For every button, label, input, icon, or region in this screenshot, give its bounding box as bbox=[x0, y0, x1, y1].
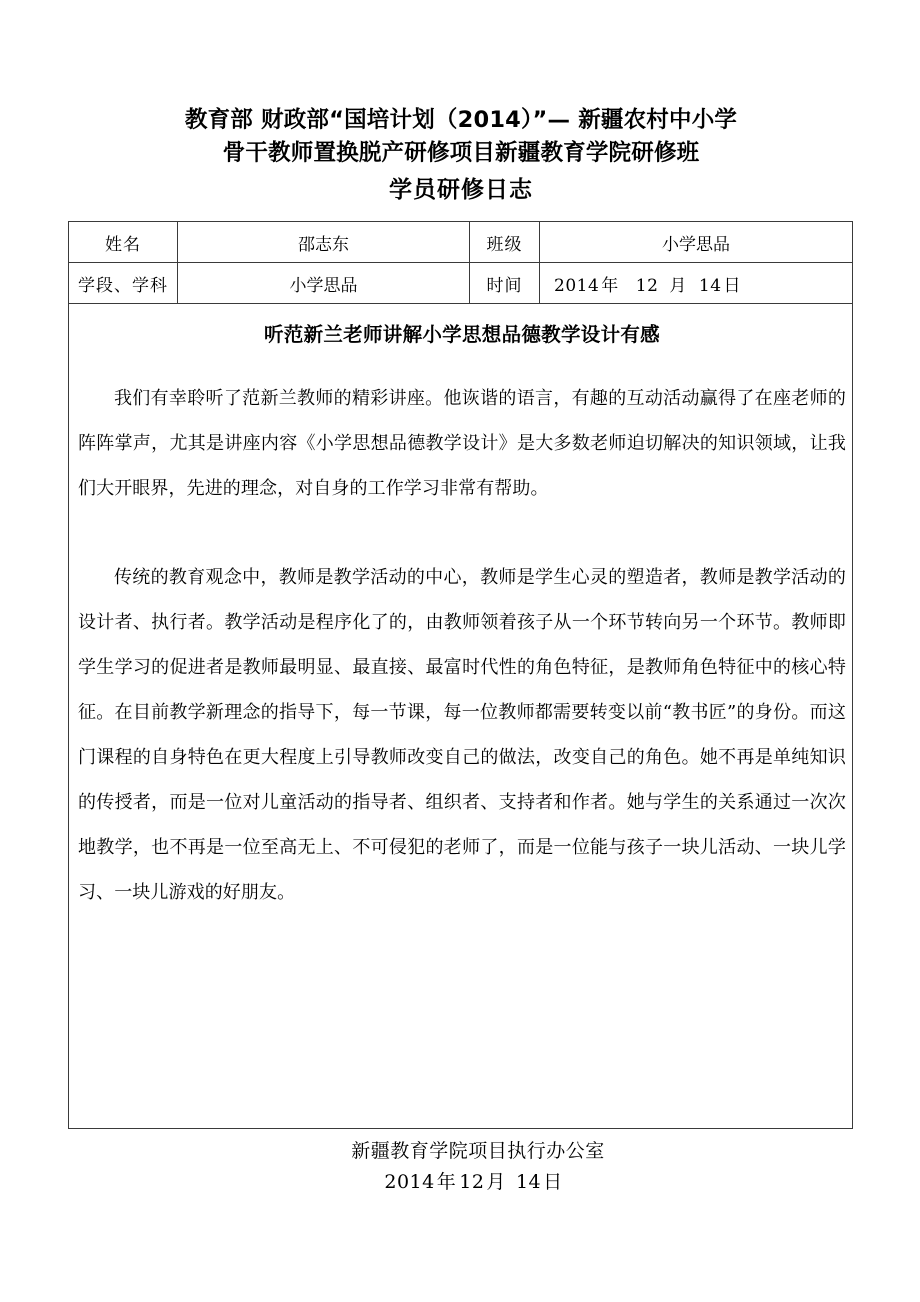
value-date[interactable] bbox=[540, 263, 853, 304]
footer-organization: 新疆教育学院项目执行办公室 bbox=[351, 1140, 605, 1162]
date-month-unit: 月 bbox=[669, 275, 687, 296]
value-stage-subject[interactable]: 小学思品 bbox=[178, 263, 470, 304]
value-name[interactable]: 邵志东 bbox=[178, 222, 470, 263]
footer-date-day-unit: 日 bbox=[543, 1171, 563, 1193]
date-month: 12 bbox=[635, 275, 659, 296]
entry-paragraph: 我们有幸聆听了范新兰教师的精彩讲座。他诙谐的语言，有趣的互动活动赢得了在座老师的阵阵掌声，尤其是讲座内容《小学思想品德教学设计》是大多数老师迫切解决的知识领域，让我们大开眼界，先进的理念，对自身的工作学习非常有帮助。 bbox=[78, 388, 846, 499]
document-title-line-2: 骨干教师置换脱产研修项目新疆教育学院研修班 bbox=[222, 140, 700, 166]
document-header bbox=[68, 104, 854, 208]
document-subtitle: 学员研修日志 bbox=[389, 177, 533, 203]
table-row-content bbox=[69, 304, 853, 1129]
document-footer bbox=[68, 1136, 852, 1198]
table-row-subject-date bbox=[69, 263, 853, 304]
footer-date-day: 14 bbox=[515, 1171, 542, 1193]
date-day-unit: 日 bbox=[723, 275, 742, 296]
content-inner bbox=[69, 304, 852, 1128]
document-title-line-1: 教育部 财政部“国培计划（2014）”— 新疆农村中小学 bbox=[184, 107, 738, 133]
footer-date-month: 12 bbox=[459, 1171, 485, 1193]
date-year-unit: 年 bbox=[601, 275, 619, 296]
date-day: 14 bbox=[698, 275, 722, 296]
table-row-name-class bbox=[69, 222, 853, 263]
value-class[interactable]: 小学思品 bbox=[540, 222, 853, 263]
journal-table bbox=[68, 221, 853, 1129]
entry-body[interactable] bbox=[78, 376, 846, 915]
label-stage-subject: 学段、学科 bbox=[69, 263, 178, 304]
entry-title: 听范新兰老师讲解小学思想品德教学设计有感 bbox=[263, 323, 660, 346]
date-year: 2014 bbox=[554, 275, 600, 296]
footer-date-month-unit: 月 bbox=[486, 1171, 506, 1193]
footer-date-year: 2014 bbox=[384, 1171, 435, 1193]
content-cell bbox=[69, 304, 853, 1129]
label-name: 姓名 bbox=[69, 222, 178, 263]
label-class: 班级 bbox=[470, 222, 540, 263]
label-time: 时间 bbox=[470, 263, 540, 304]
footer-date bbox=[68, 1167, 852, 1198]
footer-date-year-unit: 年 bbox=[436, 1171, 457, 1193]
entry-paragraph: 传统的教育观念中，教师是教学活动的中心，教师是学生心灵的塑造者，教师是教学活动的设计者、执行者。教学活动是程序化了的，由教师领着孩子从一个环节转向另一个环节。教师即学生学习的促进者是教师最明显、最直接、最富时代性的角色特征，是教师角色特征中的核心特征。在目前教学新理念的指导下，每一节课，每一位教师都需要转变以前“教书匠”的身份。而这门课程的自身特色在更大程度上引导教师改变自己的做法，改变自己的角色。她不再是单纯知识的传授者，而是一位对儿童活动的指导者、组织者、支持者和作者。她与学生的关系通过一次次地教学，也不再是一位至高无上、不可侵犯的老师了，而是一位能与孩子一块儿活动、一块儿学习、一块儿游戏的好朋友。 bbox=[78, 567, 846, 903]
